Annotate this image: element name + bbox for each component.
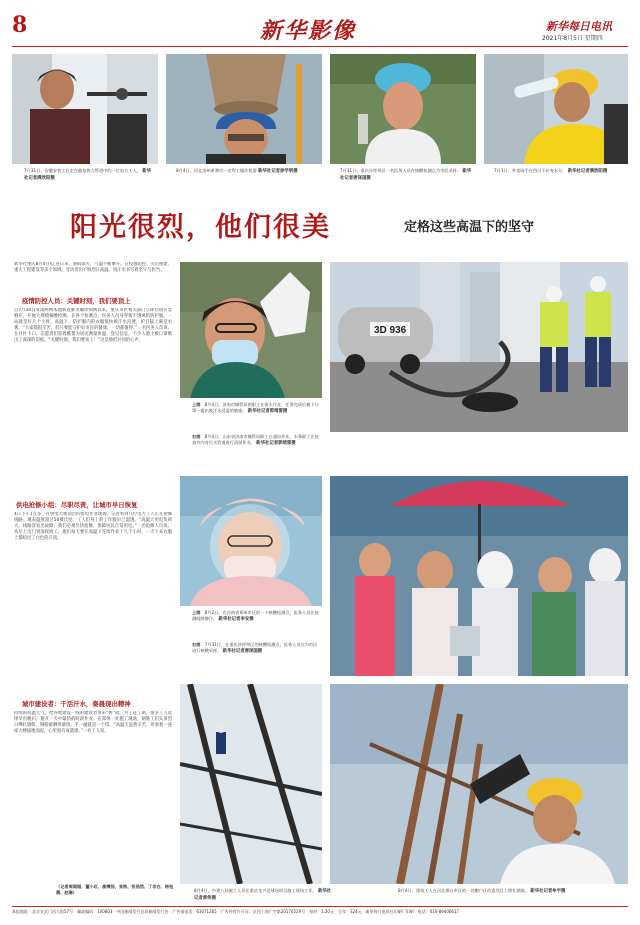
header-rule xyxy=(12,46,628,47)
top-caption-3: 7月31日，重庆沙坪坝区一名医务人员在核酸检测点为市民采样。 新华社记者唐泽国摄 xyxy=(340,168,472,181)
photo-steel-frame xyxy=(180,684,322,884)
article-body-1: 自7月30日发现两例本地新冠肺炎确诊病例以来，重庆市区相关部门立即启动应急响应，开展大规模核酸检测。在各个检测点，医务人员身穿密不透风的防护服，一站就是好几个小时。高温下，防护服内的衣服很快被汗水浸透，护目镜上满是水雾。“大家都很辛苦，但只要能守护好市民的健康，一切都值得。”一名医务人员说。在社区卡口，志愿者们冒着酷暑为居民测量体温、登记信息，不少人脸上被口罩勒出了深深的印痕。“关键时刻，我们要顶上！”这是他们共同的心声。 xyxy=(14,308,172,344)
photo-courier xyxy=(484,54,628,164)
caption-photo-f: 8月4日，建筑工人在河北邢台市区的一处棚户区改造项目上绑扎钢筋。 新华社记者牟宇摄 xyxy=(398,888,566,894)
photo-nurse-drinking xyxy=(330,54,476,164)
photo-sewer-work xyxy=(330,262,628,432)
issue-date: 2021年8月5日 星期四 xyxy=(542,35,603,42)
caption-photo-c: 上图：8月2日，在河南省郑州市区的一个核酸检测点，医务人员在检测间隙擦汗。 新华社记者李安摄 xyxy=(192,610,319,622)
caption-photo-b: 右图：8月4日，山东省济南市城管局职工在通沟作业，水务职工在检查井内对污水管道进行清淤作业。 新华社记者郭绪雷摄 xyxy=(192,434,319,446)
caption-photo-a: 上图：8月4日，济南市城管局的职工在街头作业，任务完成后摘下口罩一露出被汗水浸湿的脸庞。 新华社记者郭绪雷摄 xyxy=(192,402,319,414)
article-subhead-2: 供电抢修小组：尽职尽责，让城市早日恢复 xyxy=(16,501,138,509)
article-lead: 新华社重庆8月4日电 连日来，骄阳似火，气温不断攀升。在疫情防控、灾后重建、重大工程建设等多个领域，劳动者们不惧烈日高温，用汗水书写着坚守与担当。 xyxy=(14,262,172,274)
article-byline: （记者周闻韬、董小红、高博扬、张铁、张浩然、丁非白、杨钰晨、赵琳） xyxy=(56,884,174,895)
article-body-2: 4日下午1点多，在供电大楼顶层的带电作业现场，记者看到几位电力工人正在抢修线路。地表温度超过50摄氏度，工人们身上的工作服早已湿透。“高温天用电负荷大，线路容易出故障，我们必须尽快抢修，保障居民正常用电。”一名抢修人员说。从早上出门到深夜收工，他们每天要在高温下连续作业十几个小时，一天下来衣服上都结出了白色的汗渍。 xyxy=(14,512,172,542)
article-subhead-3: 城市建设者：干活汗水，奏晨现出精神 xyxy=(22,700,131,708)
article-body-3: 持续的高温天气，给各地建设一线的建设者带来“烤”验。为了赶工期，很多工人选择早出晚归，避开一天中最热的时段作业。在郑州一处施工现场，钢筋工们头顶烈日绑扎钢筋，钢筋被晒得滚烫，手一碰就是一个印。“高温天虽然辛苦，但看着一座座大楼拔地而起，心里很有成就感。”一名工人说。 xyxy=(14,711,172,735)
photo-rebar-worker xyxy=(330,684,628,884)
page-number: 8 xyxy=(12,12,28,38)
photo-surveyor xyxy=(12,54,158,164)
headline: 阳光很烈，他们很美 xyxy=(70,212,331,243)
photo-worker-mask xyxy=(180,262,322,398)
section-title: 新华影像 xyxy=(260,18,357,44)
photo-welder xyxy=(166,54,322,164)
top-caption-4: 7月1日，外卖骑手在烈日下补充水分。 新华社记者满欣阳摄 xyxy=(494,168,608,174)
top-caption-2: 8月4日，河北沧州黄骅市一名焊工操作机器 新华社记者徐学明摄 xyxy=(176,168,298,174)
footer-rule xyxy=(12,906,628,907)
top-caption-1: 7月31日，安徽安装工匠走在遍布热力管道中的一位电力工人。 新华社记者满欣阳摄 xyxy=(24,168,152,181)
photo-nurse-shield xyxy=(180,476,322,606)
truck-plate: 3D 936 xyxy=(374,325,407,336)
footer-info: 本报地址：北京宣武门西大街57号 邮政编码：100803 中国新闻发行总局新闻发行处 广告部电话：63071265 广告经营许可证：京西工商广字第20170529号 每份：1.20元 全年：324元 新华每日电讯社印刷厂印刷 电话：010-89406617 xyxy=(12,909,460,914)
photo-testing-crowd xyxy=(330,476,628,676)
caption-photo-d: 右图：7月31日，在重庆沙坪坝区的核酸检测点，医务人员在为市民进行核酸采样。 新华社记者唐泽国摄 xyxy=(192,642,318,654)
headline-subtitle: 定格这些高温下的坚守 xyxy=(404,220,535,235)
caption-photo-e: 8月4日，中建八局施工人员在重庆龙兴足球场项目施工现场工作。 新华社记者黄伟摄 xyxy=(194,888,332,901)
brand-name: 新华每日电讯 xyxy=(546,20,612,33)
article-subhead-1: 疫情防控人员：关键时刻，我们要顶上 xyxy=(22,297,131,305)
